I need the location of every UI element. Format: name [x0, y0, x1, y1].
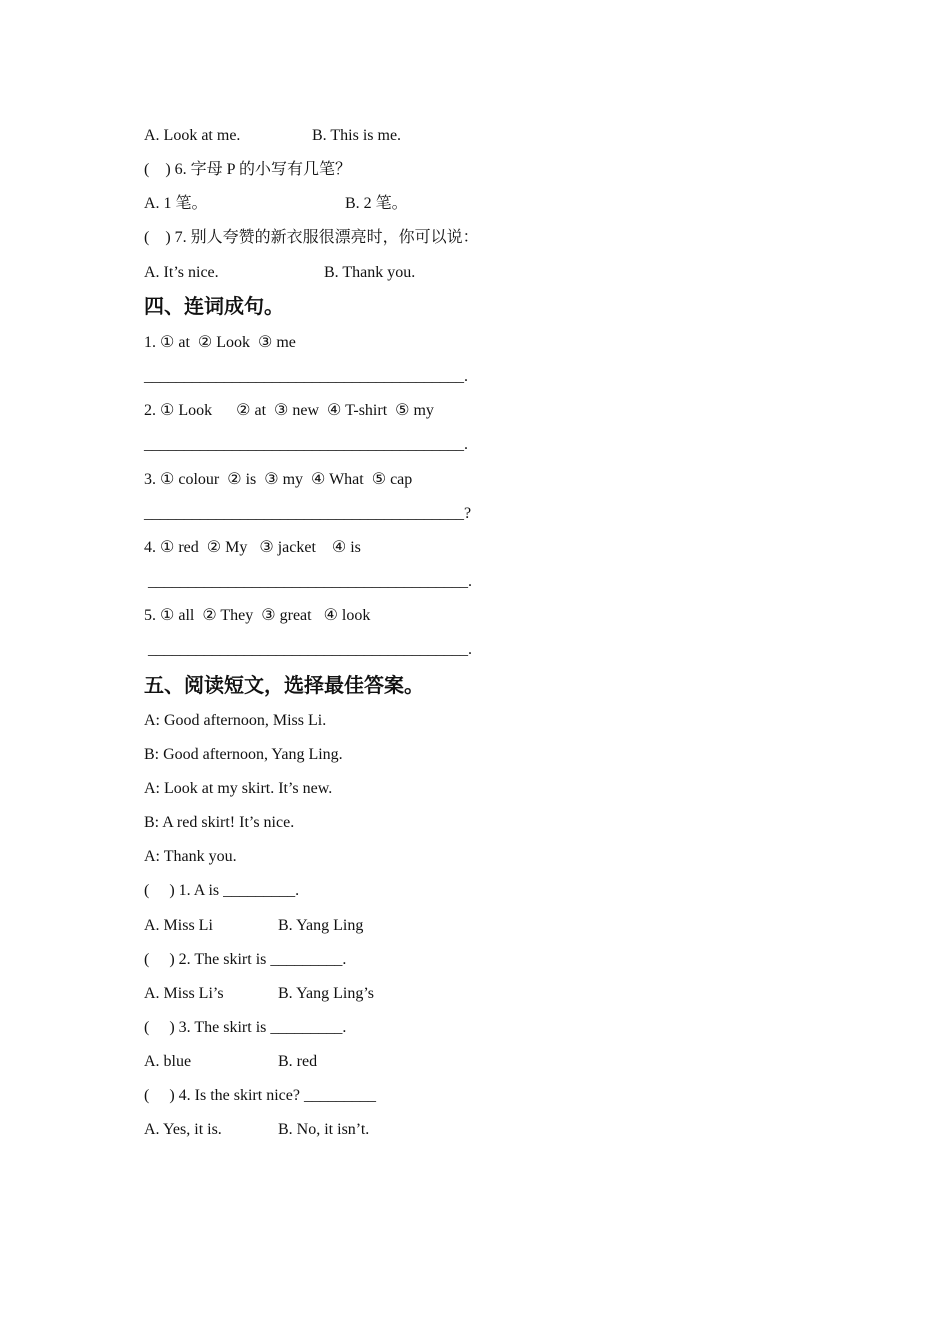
reorder-item-3-answer-line: ________________________________________? [144, 505, 472, 522]
option-a: A. blue [144, 1053, 192, 1070]
dialogue-line: A: Thank you. [144, 848, 237, 865]
dialogue-line: A: Good afternoon, Miss Li. [144, 712, 327, 729]
reading-q3-options [144, 1052, 744, 1072]
option-b: B. 2 笔。 [345, 195, 408, 212]
reorder-item-4-answer-line: ________________________________________. [144, 573, 472, 590]
q5-options [144, 126, 744, 146]
reorder-item-4-words: 4. ① red ② My ③ jacket ④ is [144, 539, 361, 556]
option-a: A. 1 笔。 [144, 195, 208, 212]
reading-q4-options [144, 1120, 744, 1140]
reorder-item-5-answer-line: ________________________________________. [144, 641, 472, 658]
reading-question-2: ( ) 2. The skirt is _________. [144, 951, 347, 968]
reading-question-4: ( ) 4. Is the skirt nice? _________ [144, 1087, 376, 1104]
dialogue-line: B: Good afternoon, Yang Ling. [144, 746, 343, 763]
reading-q1-options [144, 916, 744, 936]
reorder-item-2-words: 2. ① Look ② at ③ new ④ T-shirt ⑤ my [144, 402, 434, 419]
option-b: B. Thank you. [324, 264, 416, 281]
option-b: B. Yang Ling [278, 917, 364, 934]
reorder-item-1-answer-line: ________________________________________. [144, 368, 468, 385]
reading-q2-options [144, 984, 744, 1004]
q7-options [144, 263, 744, 283]
dialogue-line: A: Look at my skirt. It’s new. [144, 780, 333, 797]
option-a: A. It’s nice. [144, 264, 219, 281]
option-b: B. No, it isn’t. [278, 1121, 370, 1138]
reorder-item-2-answer-line: ________________________________________. [144, 436, 468, 453]
reorder-item-1-words: 1. ① at ② Look ③ me [144, 334, 296, 351]
reading-question-3: ( ) 3. The skirt is _________. [144, 1019, 347, 1036]
option-b: B. This is me. [312, 127, 402, 144]
option-a: A. Miss Li [144, 917, 213, 934]
question-6: ( ) 6. 字母 P 的小写有几笔？ [144, 161, 351, 178]
option-a: A. Look at me. [144, 127, 241, 144]
section-4-heading: 四、连词成句。 [144, 294, 284, 318]
option-b: B. Yang Ling’s [278, 985, 375, 1002]
reorder-item-5-words: 5. ① all ② They ③ great ④ look [144, 607, 371, 624]
option-b: B. red [278, 1053, 318, 1070]
reorder-item-3-words: 3. ① colour ② is ③ my ④ What ⑤ cap [144, 471, 413, 488]
question-7: ( ) 7. 别人夸赞的新衣服很漂亮时，你可以说： [144, 229, 479, 246]
reading-question-1: ( ) 1. A is _________. [144, 882, 300, 899]
q6-options [144, 194, 744, 214]
section-5-heading: 五、阅读短文，选择最佳答案。 [144, 673, 424, 697]
option-a: A. Miss Li’s [144, 985, 224, 1002]
option-a: A. Yes, it is. [144, 1121, 222, 1138]
dialogue-line: B: A red skirt! It’s nice. [144, 814, 295, 831]
